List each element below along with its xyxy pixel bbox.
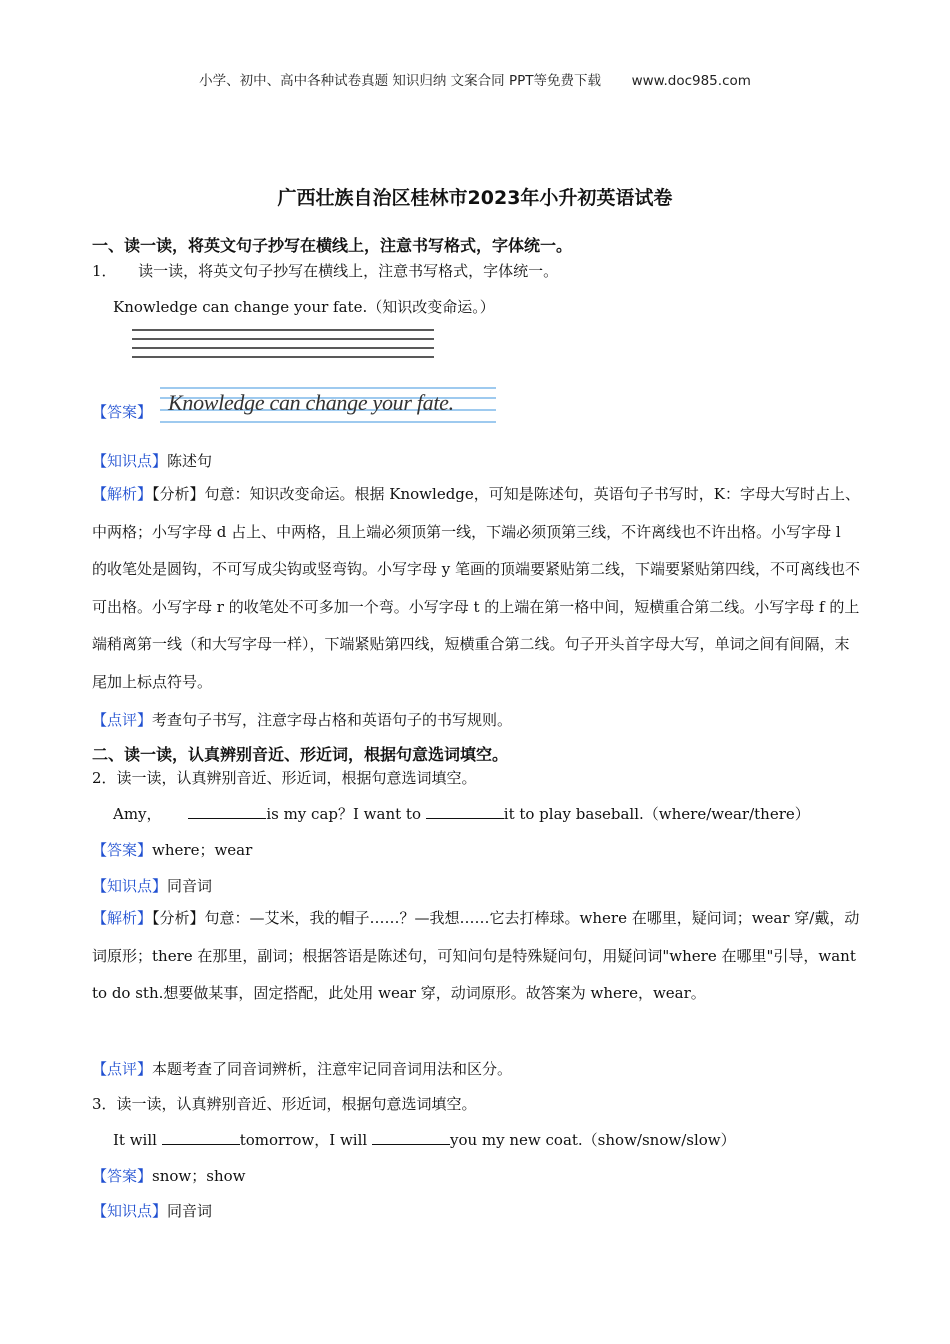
q2-analysis — [92, 900, 860, 1013]
q1-analysis-text: 【分析】句意：知识改变命运。根据 Knowledge，可知是陈述句，英语句子书写时，K：字母大写时占上、中两格；小写字母 d 占上、中两格，且上端必须顶第一线，下端必须顶第三线，不许离线也不许出格。小写字母 l 的收笔处是圆钩，不可写成尖钩或竖弯钩。小写字母 y 笔画的顶端要紧贴第二线，下端要紧贴第四线，不可离线也不可出格。小写字母 r 的收笔处不可多加一个弯。小写字母 t 的上端在第一格中间，短横重合第二线。小写字母 f 的上端稍离第一线（和大写字母一样），下端紧贴第四线，短横重合第二线。句子开头首字母大写，单词之间有间隔，末尾加上标点符号。 — [92, 485, 861, 691]
analysis-tag: 【解析】 — [92, 909, 153, 927]
q1-prompt — [92, 260, 558, 281]
q2-answer — [92, 839, 252, 860]
q1-prompt-text: 读一读，将英文句子抄写在横线上，注意书写格式，字体统一。 — [138, 262, 559, 280]
q2-knowledge — [92, 875, 212, 896]
review-tag: 【点评】 — [92, 711, 153, 729]
q3-number: 3． — [92, 1095, 117, 1113]
q1-analysis — [92, 476, 860, 701]
page-header — [0, 69, 950, 89]
answer-tag: 【答案】 — [92, 403, 153, 421]
q3-blank-1 — [162, 1130, 240, 1145]
q2-prompt — [92, 767, 477, 788]
section-2-heading: 二、读一读，认真辨别音近、形近词，根据句意选词填空。 — [92, 745, 509, 764]
q3-knowledge — [92, 1200, 212, 1221]
knowledge-tag: 【知识点】 — [92, 877, 168, 895]
knowledge-tag: 【知识点】 — [92, 452, 168, 470]
q2-answer-value: where；wear — [152, 841, 253, 859]
q1-answer-image — [160, 386, 496, 426]
q3-question — [113, 1129, 736, 1150]
answer-tag: 【答案】 — [92, 841, 153, 859]
q1-knowledge-value: 陈述句 — [167, 452, 213, 470]
analysis-tag: 【解析】 — [92, 485, 153, 503]
q3-answer — [92, 1165, 245, 1186]
q3-prompt — [92, 1093, 477, 1114]
q1-sentence: Knowledge can change your fate.（知识改变命运。） — [113, 298, 495, 316]
q1-knowledge — [92, 450, 212, 471]
q1-writing-lines — [112, 324, 457, 364]
q1-review-text: 考查句子书写，注意字母占格和英语句子的书写规则。 — [152, 711, 513, 729]
q2-question — [113, 803, 810, 824]
q3-part-c: you my new coat.（show/snow/slow） — [449, 1131, 736, 1149]
q3-knowledge-value: 同音词 — [167, 1202, 213, 1220]
q1-review — [92, 709, 512, 730]
q2-part-a: Amy， — [113, 805, 162, 823]
q3-part-b: tomorrow，I will — [239, 1131, 368, 1149]
knowledge-tag: 【知识点】 — [92, 1202, 168, 1220]
answer-tag: 【答案】 — [92, 1167, 153, 1185]
q2-blank-2 — [426, 804, 504, 819]
q1-number: 1． — [92, 262, 117, 280]
q2-prompt-text: 读一读，认真辨别音近、形近词，根据句意选词填空。 — [116, 769, 477, 787]
q2-review-text: 本题考查了同音词辨析，注意牢记同音词用法和区分。 — [152, 1060, 513, 1078]
q3-prompt-text: 读一读，认真辨别音近、形近词，根据句意选词填空。 — [116, 1095, 477, 1113]
q2-part-c: it to play baseball.（where/wear/there） — [503, 805, 810, 823]
q3-answer-value: snow；show — [152, 1167, 246, 1185]
review-tag: 【点评】 — [92, 1060, 153, 1078]
section-1-heading: 一、读一读，将英文句子抄写在横线上，注意书写格式，字体统一。 — [92, 236, 573, 255]
q2-analysis-text: 【分析】句意：—艾米，我的帽子……？—我想……它去打棒球。where 在哪里，疑问词；wear 穿/戴，动词原形；there 在那里，副词；根据答语是陈述句，可知问句是特殊疑问句，用疑问词"where 在哪里"引导，want to do sth.想要做某事，固定搭配，此处用 wear 穿，动词原形。故答案为 where，wear。 — [92, 909, 860, 1002]
q2-blank-1 — [188, 804, 266, 819]
q2-part-b: is my cap？I want to — [266, 805, 421, 823]
q3-part-a: It will — [113, 1131, 157, 1149]
q3-blank-2 — [372, 1130, 450, 1145]
page-title: 广西壮族自治区桂林市2023年小升初英语试卷 — [277, 187, 673, 209]
q2-knowledge-value: 同音词 — [167, 877, 213, 895]
header-text: 小学、初中、高中各种试卷真题 知识归纳 文案合同 PPT等免费下载 — [199, 73, 601, 89]
q2-number: 2． — [92, 769, 117, 787]
q1-answer-tag — [92, 401, 152, 422]
q1-answer-handwriting: Knowledge can change your fate. — [168, 390, 454, 415]
header-site: www.doc985.com — [631, 73, 751, 89]
q2-review — [92, 1058, 512, 1079]
